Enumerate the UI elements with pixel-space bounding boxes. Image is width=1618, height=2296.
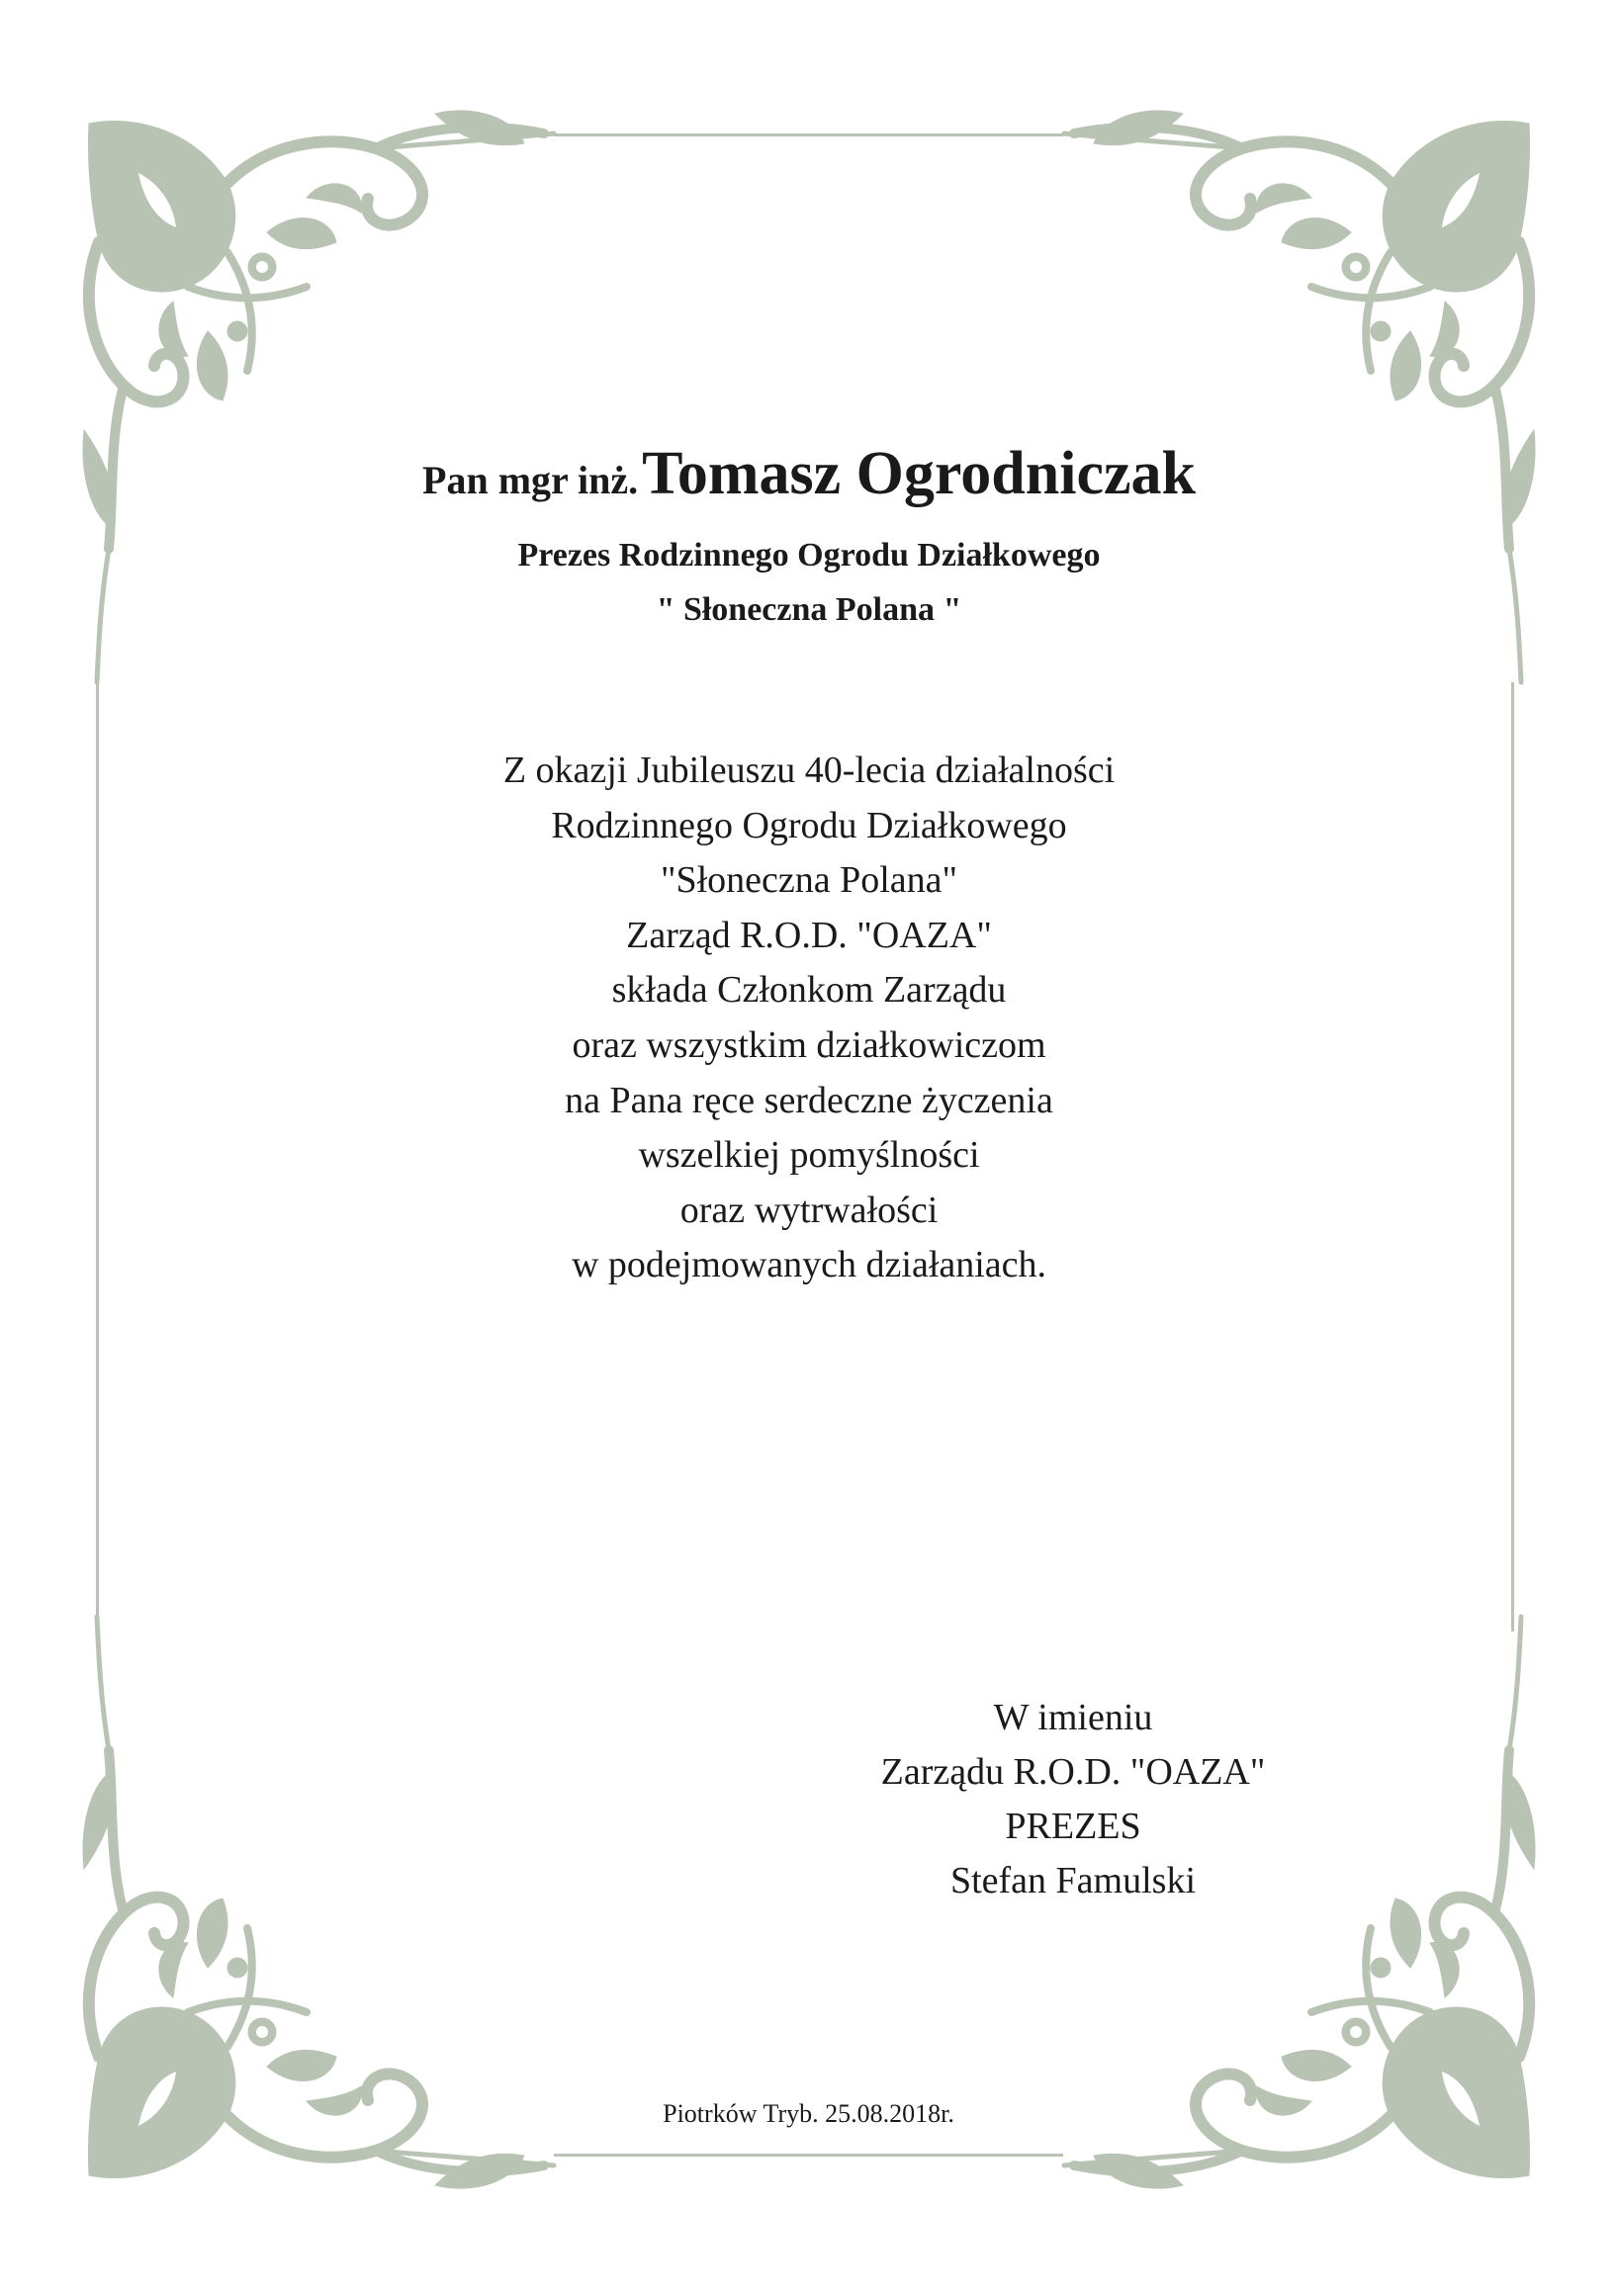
signature-line: Zarządu R.O.D. "OAZA" [880,1751,1266,1793]
signature-line: Stefan Famulski [949,1860,1197,1901]
body-line: wszelkiej pomyślności [638,1134,980,1177]
recipient-prefix: Pan mgr inż. [422,458,639,502]
corner-ornament-bottom-left [79,1602,633,2195]
signature-line: W imieniu [993,1697,1153,1738]
recipient-title-line-1: Prezes Rodzinnego Ogrodu Działkowego [517,537,1101,574]
body-line: Rodzinnego Ogrodu Działkowego [551,804,1067,846]
body-line: Zarząd R.O.D. "OAZA" [626,914,992,956]
body-line: "Słoneczna Polana" [660,859,958,902]
body-line: Z okazji Jubileuszu 40-lecia działalności [502,750,1116,791]
congratulation-text [315,744,1303,1293]
place-and-date: Piotrków Tryb. 25.08.2018r. [663,2099,954,2128]
frame-left-line [96,682,99,1632]
body-line: oraz wytrwałości [679,1189,939,1231]
frame-right-line [1511,682,1514,1632]
body-line: w podejmowanych działaniach. [571,1244,1047,1286]
recipient-heading [0,440,1618,507]
body-line: składa Członkom Zarządu [611,969,1007,1012]
body-line: oraz wszystkim działkowiczom [572,1023,1046,1066]
recipient-name: Tomasz Ogrodniczak [642,440,1196,507]
signature-line: PREZES [1005,1806,1141,1847]
recipient-title-line-2: " Słoneczna Polana " [656,591,962,628]
body-line: na Pana ręce serdeczne życzenia [565,1079,1053,1121]
signature-block [791,1691,1355,1908]
